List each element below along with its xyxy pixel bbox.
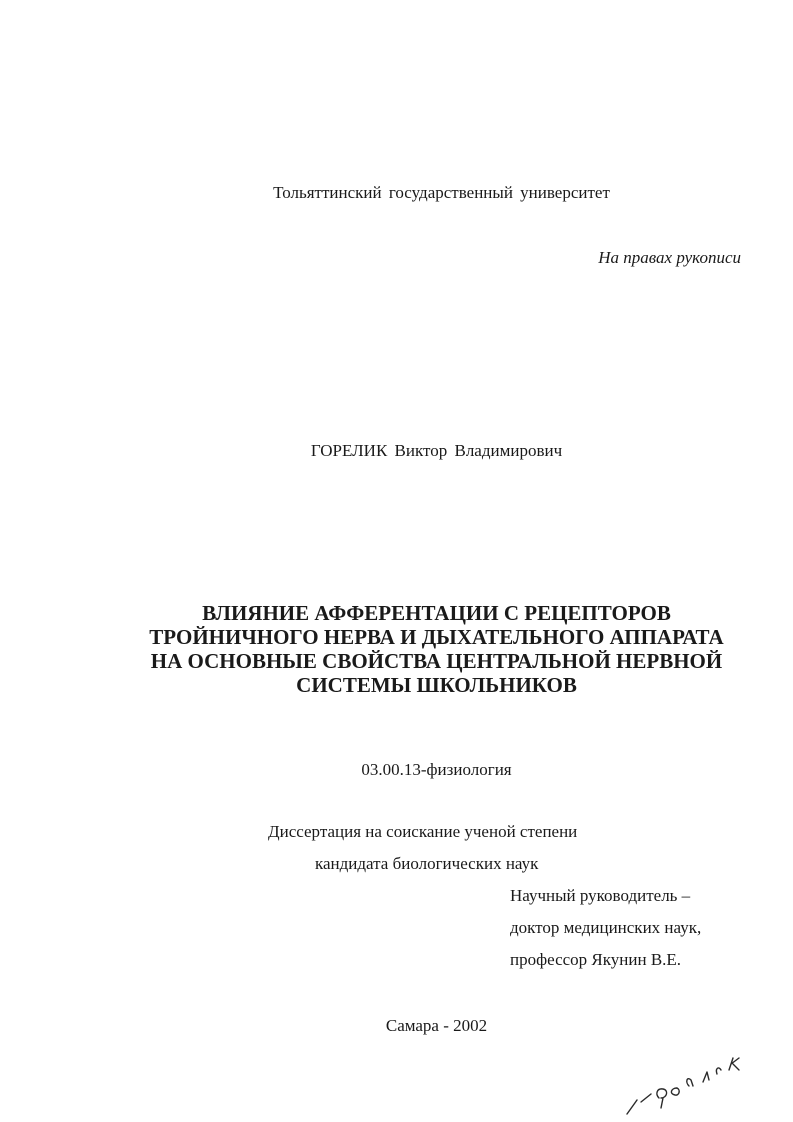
handwritten-signature: [619, 1036, 769, 1116]
title-line: НА ОСНОВНЫЕ СВОЙСТВА ЦЕНТРАЛЬНОЙ НЕРВНОЙ: [150, 649, 723, 673]
manuscript-note: На правах рукописи: [598, 248, 741, 267]
title-line: СИСТЕМЫ ШКОЛЬНИКОВ: [296, 673, 577, 697]
specialty-code: 03.00.13-физиология: [361, 760, 512, 779]
dissertation-title: [0, 601, 793, 697]
degree-line: кандидата биологических наук: [315, 854, 539, 873]
supervisor-line: Научный руководитель –: [510, 886, 691, 905]
signature-scribble: [619, 1036, 769, 1116]
supervisor-line: доктор медицинских наук,: [510, 918, 702, 937]
title-line: ВЛИЯНИЕ АФФЕРЕНТАЦИИ С РЕЦЕПТОРОВ: [202, 601, 671, 625]
city-year: Самара - 2002: [385, 1016, 488, 1035]
title-line: ТРОЙНИЧНОГО НЕРВА И ДЫХАТЕЛЬНОГО АППАРАТА: [149, 625, 724, 649]
author-name: ГОРЕЛИК Виктор Владимирович: [310, 441, 563, 460]
supervisor-line: профессор Якунин В.Е.: [510, 950, 682, 969]
university-name: Тольяттинский государственный университет: [273, 183, 610, 202]
degree-line: Диссертация на соискание ученой степени: [268, 822, 578, 841]
